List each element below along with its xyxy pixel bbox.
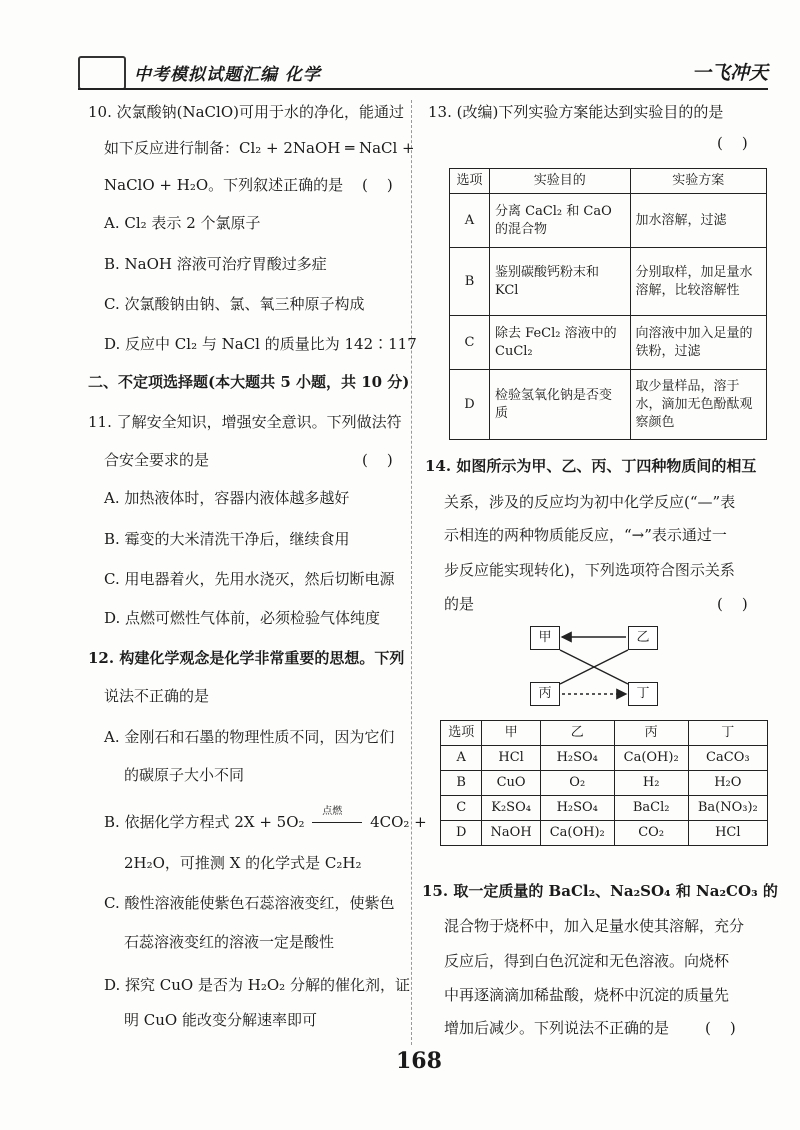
table-cell: 加水溶解，过滤 xyxy=(630,194,766,248)
q10-option-b: B. NaOH 溶液可治疗胃酸过多症 xyxy=(104,255,327,273)
diagram-node-yi: 乙 xyxy=(628,626,658,650)
table-cell: Ca(OH)₂ xyxy=(614,746,688,771)
table-cell: HCl xyxy=(688,821,767,846)
table-cell: 鉴别碳酸钙粉末和 KCl xyxy=(490,248,631,316)
q14-line-1: 14. 如图所示为甲、乙、丙、丁四种物质间的相互 xyxy=(425,457,757,475)
table-header-cell: 实验方案 xyxy=(630,169,766,194)
q12-line-2: 说法不正确的是 xyxy=(104,687,210,705)
q11-option-d: D. 点燃可燃性气体前，必须检验气体纯度 xyxy=(104,609,381,627)
table-cell: 取少量样品，溶于水，滴加无色酚酞观察颜色 xyxy=(630,370,766,440)
q11-answer-bracket: ( ) xyxy=(362,451,393,469)
q12-option-c-2: 石蕊溶液变红的溶液一定是酸性 xyxy=(124,933,335,951)
table-header-cell: 实验目的 xyxy=(490,169,631,194)
section-2-heading: 二、不定项选择题(本大题共 5 小题，共 10 分) xyxy=(88,373,410,391)
table-cell: Ba(NO₃)₂ xyxy=(688,796,767,821)
q13-line-1: 13. (改编)下列实验方案能达到实验目的的是 xyxy=(428,103,724,121)
reaction-arrow xyxy=(312,806,362,832)
table-cell: H₂O xyxy=(688,771,767,796)
q15-line-1: 15. 取一定质量的 BaCl₂、Na₂SO₄ 和 Na₂CO₃ 的 xyxy=(422,882,778,900)
q12-option-b-1 xyxy=(104,806,427,832)
table-cell: CuO xyxy=(482,771,540,796)
q11-option-a: A. 加热液体时，容器内液体越多越好 xyxy=(104,489,350,507)
table-cell: C xyxy=(441,796,482,821)
table-cell: Ca(OH)₂ xyxy=(540,821,614,846)
q12-option-b-2: 2H₂O，可推测 X 的化学式是 C₂H₂ xyxy=(124,854,362,872)
q12-option-b-1b: 4CO₂ + xyxy=(370,813,427,831)
diagram-node-ding: 丁 xyxy=(628,682,658,706)
table-cell: CaCO₃ xyxy=(688,746,767,771)
reaction-condition: 点燃 xyxy=(322,806,343,817)
table-cell: 分别取样，加足量水溶解，比较溶解性 xyxy=(630,248,766,316)
q11-option-c: C. 用电器着火，先用水浇灭，然后切断电源 xyxy=(104,570,395,588)
q14-line-5: 的是 xyxy=(444,595,475,613)
table-cell: H₂SO₄ xyxy=(540,746,614,771)
q10-line-3: NaClO + H₂O。下列叙述正确的是 xyxy=(104,176,344,194)
table-cell: D xyxy=(450,370,490,440)
table-cell: H₂ xyxy=(614,771,688,796)
table-cell: B xyxy=(450,248,490,316)
table-cell: B xyxy=(441,771,482,796)
q10-line-1: 10. 次氯酸钠(NaClO)可用于水的净化，能通过 xyxy=(88,103,404,121)
table-header-cell: 选项 xyxy=(441,721,482,746)
reaction-equals-line xyxy=(312,822,362,823)
table-header-cell: 乙 xyxy=(540,721,614,746)
table-cell: C xyxy=(450,316,490,370)
q11-option-b: B. 霉变的大米清洗干净后，继续食用 xyxy=(104,530,350,548)
table-cell: 除去 FeCl₂ 溶液中的 CuCl₂ xyxy=(490,316,631,370)
q15-line-2: 混合物于烧杯中，加入足量水使其溶解，充分 xyxy=(444,917,745,935)
diagram-node-bing: 丙 xyxy=(530,682,560,706)
table-cell: K₂SO₄ xyxy=(482,796,540,821)
q10-option-a: A. Cl₂ 表示 2 个氯原子 xyxy=(104,214,261,232)
q12-option-d-1: D. 探究 CuO 是否为 H₂O₂ 分解的催化剂，证 xyxy=(104,976,410,994)
q12-option-a-2: 的碳原子大小不同 xyxy=(124,766,245,784)
q12-option-d-2: 明 CuO 能改变分解速率即可 xyxy=(124,1011,317,1029)
q15-line-4: 中再逐滴滴加稀盐酸，烧杯中沉淀的质量先 xyxy=(444,986,730,1004)
table-cell: HCl xyxy=(482,746,540,771)
table-cell: CO₂ xyxy=(614,821,688,846)
table-cell: 检验氢氧化钠是否变质 xyxy=(490,370,631,440)
table-cell: D xyxy=(441,821,482,846)
table-cell: O₂ xyxy=(540,771,614,796)
q15-line-3: 反应后，得到白色沉淀和无色溶液。向烧杯 xyxy=(444,952,730,970)
diagram-node-jia: 甲 xyxy=(530,626,560,650)
header-brand: 一飞冲天 xyxy=(691,62,768,84)
q15-answer-bracket: ( ) xyxy=(705,1019,736,1037)
header-title: 中考模拟试题汇编 化学 xyxy=(134,65,321,85)
q13-answer-bracket: ( ) xyxy=(717,134,748,152)
table-cell: H₂SO₄ xyxy=(540,796,614,821)
q15-line-5: 增加后减少。下列说法不正确的是 xyxy=(444,1019,670,1037)
q14-answer-bracket: ( ) xyxy=(717,595,748,613)
q12-line-1: 12. 构建化学观念是化学非常重要的思想。下列 xyxy=(88,649,405,667)
table-cell: BaCl₂ xyxy=(614,796,688,821)
q15-block xyxy=(411,0,800,1130)
table-header-cell: 丙 xyxy=(614,721,688,746)
q12-option-a-1: A. 金刚石和石墨的物理性质不同，因为它们 xyxy=(104,728,395,746)
table-cell: 向溶液中加入足量的铁粉，过滤 xyxy=(630,316,766,370)
q11-line-2: 合安全要求的是 xyxy=(104,451,210,469)
table-cell: A xyxy=(441,746,482,771)
q12-option-b-1a: B. 依据化学方程式 2X + 5O₂ xyxy=(104,813,305,831)
table-header-cell: 选项 xyxy=(450,169,490,194)
q10-option-c: C. 次氯酸钠由钠、氯、氧三种原子构成 xyxy=(104,295,365,313)
table-cell: NaOH xyxy=(482,821,540,846)
q10-answer-bracket: ( ) xyxy=(362,176,393,194)
q14-line-2: 关系，涉及的反应均为初中化学反应(“—”表 xyxy=(444,493,736,511)
q11-line-1: 11. 了解安全知识，增强安全意识。下列做法符 xyxy=(88,413,402,431)
table-header-cell: 甲 xyxy=(482,721,540,746)
page-number: 168 xyxy=(396,1048,442,1074)
q14-line-3: 示相连的两种物质能反应，“→”表示通过一 xyxy=(444,526,727,544)
q14-line-4: 步反应能实现转化)，下列选项符合图示关系 xyxy=(444,561,735,579)
table-cell: 分离 CaCl₂ 和 CaO 的混合物 xyxy=(490,194,631,248)
q12-option-c-1: C. 酸性溶液能使紫色石蕊溶液变红，使紫色 xyxy=(104,894,395,912)
table-cell: A xyxy=(450,194,490,248)
q10-line-2: 如下反应进行制备：Cl₂ + 2NaOH ═ NaCl + xyxy=(104,139,415,157)
table-header-cell: 丁 xyxy=(688,721,767,746)
q10-option-d: D. 反应中 Cl₂ 与 NaCl 的质量比为 142∶117 xyxy=(104,335,417,353)
